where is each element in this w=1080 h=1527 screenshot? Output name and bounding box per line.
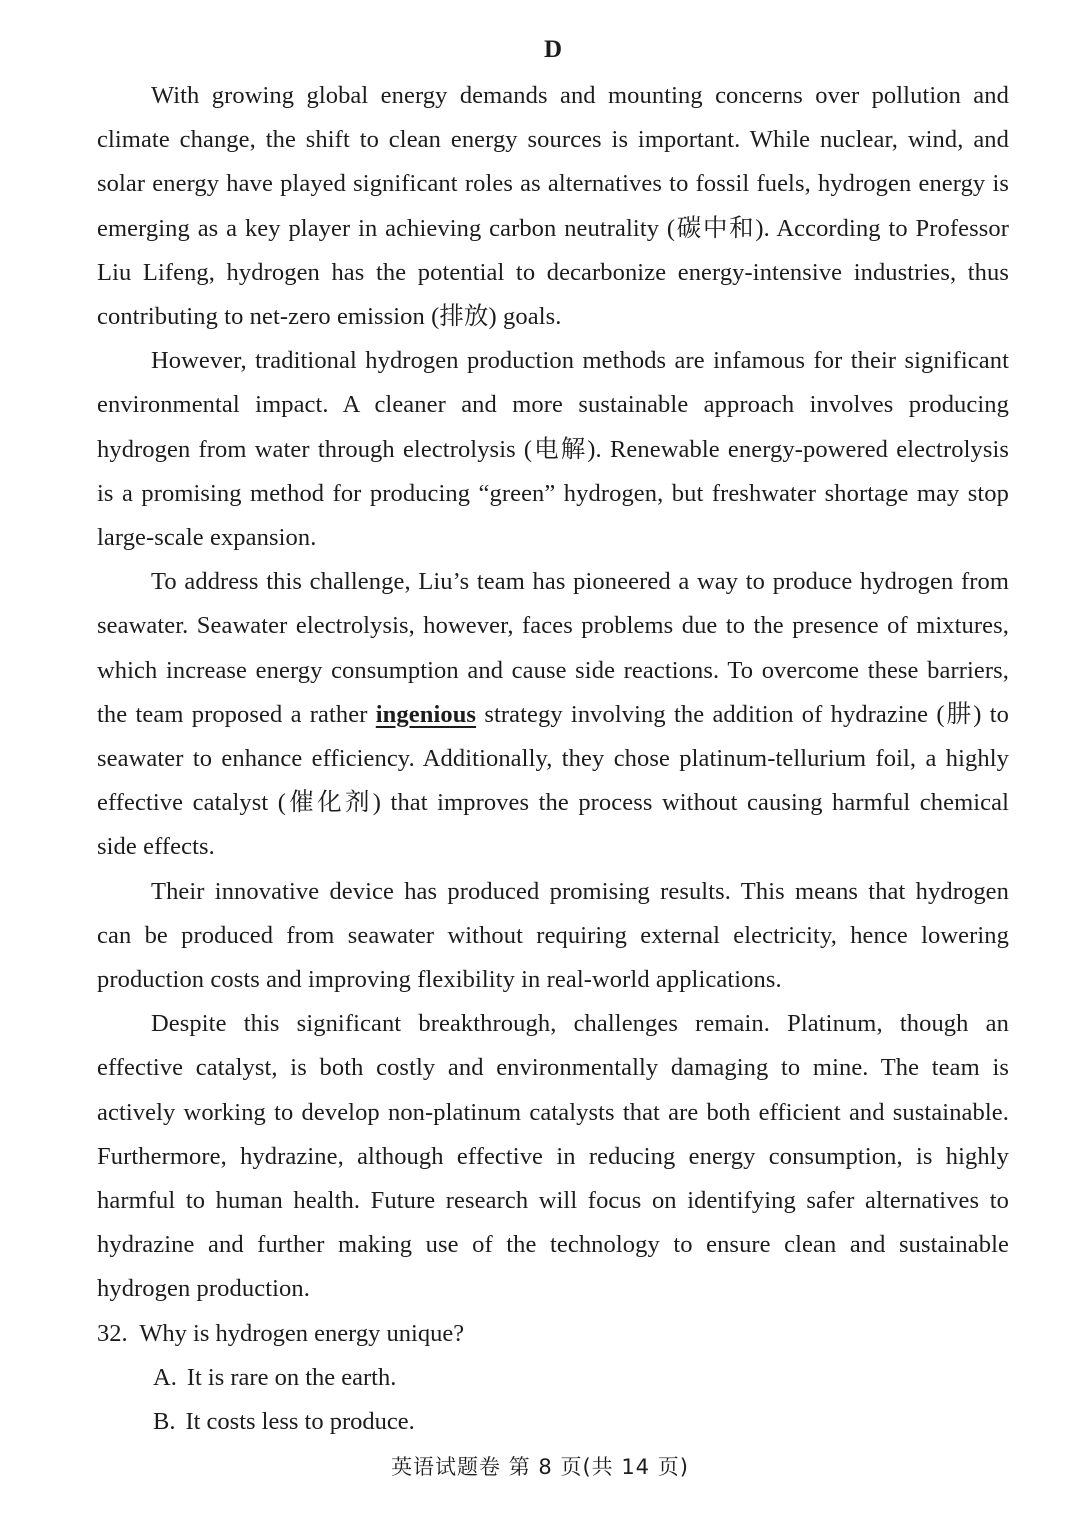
paragraph-3 bbox=[97, 560, 1009, 869]
question-number: 32. bbox=[97, 1319, 128, 1347]
option-text: It is rare on the earth. bbox=[186, 1363, 397, 1391]
exam-page bbox=[97, 30, 1009, 1444]
paragraph-1: With growing global energy demands and mounting concerns over pollution and climate change, the shift to clean energy sources is important. While nuclear, wind, and solar energy have played significant roles as alternatives to fossil fuels, hydrogen energy is emerging as a key player in achieving carbon neutrality (碳中和). According to Professor Liu Lifeng, hydrogen has the potential to decarbonize energy-intensive industries, thus contributing to net-zero emission (排放) goals. bbox=[97, 82, 1009, 331]
paragraph-5: Despite this significant breakthrough, challenges remain. Platinum, though an effective catalyst, is both costly and environmentally damaging to mine. The team is actively working to develop non-platinum catalysts that are both efficient and sustainable. Furthermore, hydrazine, although effective in reducing energy consumption, is highly harmful to human health. Future research will focus on identifying safer alternatives to hydrazine and further making use of the technology to ensure clean and sustainable hydrogen production. bbox=[97, 1010, 1009, 1303]
page-footer: 英语试题卷 第 8 页(共 14 页) bbox=[391, 1455, 689, 1479]
option-a[interactable] bbox=[153, 1356, 1009, 1400]
option-label: B. bbox=[153, 1407, 176, 1435]
option-label: A. bbox=[153, 1363, 177, 1391]
emphasized-word: ingenious bbox=[375, 700, 477, 728]
paragraph-2: However, traditional hydrogen production methods are infamous for their significant environmental impact. A cleaner and more sustainable approach involves producing hydrogen from water through electrolysis (电解). Renewable energy-powered electrolysis is a promising method for producing “green” hydrogen, but freshwater shortage may stop large-scale expansion. bbox=[97, 347, 1009, 552]
question-32 bbox=[97, 1312, 1009, 1356]
option-text: It costs less to produce. bbox=[185, 1407, 415, 1435]
section-title: D bbox=[543, 36, 563, 63]
paragraph-4: Their innovative device has produced promising results. This means that hydrogen can be produced from seawater without requiring external electricity, hence lowering production costs and improving flexibility in real-world applications. bbox=[97, 877, 1009, 994]
option-b[interactable] bbox=[153, 1400, 1009, 1444]
question-text: Why is hydrogen energy unique? bbox=[139, 1319, 465, 1347]
paragraph-3-part-2: strategy involving the addition of hydrazine (肼) to seawater to enhance efficiency. Additionally, they chose platinum-tellurium foil, a highly effective catalyst (催化剂) that improves the process without causing harmful chemical side effects. bbox=[97, 700, 1009, 861]
paragraph-3-part-1: To address this challenge, Liu’s team has pioneered a way to produce hydrogen from seawater. Seawater electrolysis, however, faces problems due to the presence of mixtures, which increase energy consumption and cause side reactions. To overcome these barriers, the team proposed a rather bbox=[97, 568, 1009, 728]
